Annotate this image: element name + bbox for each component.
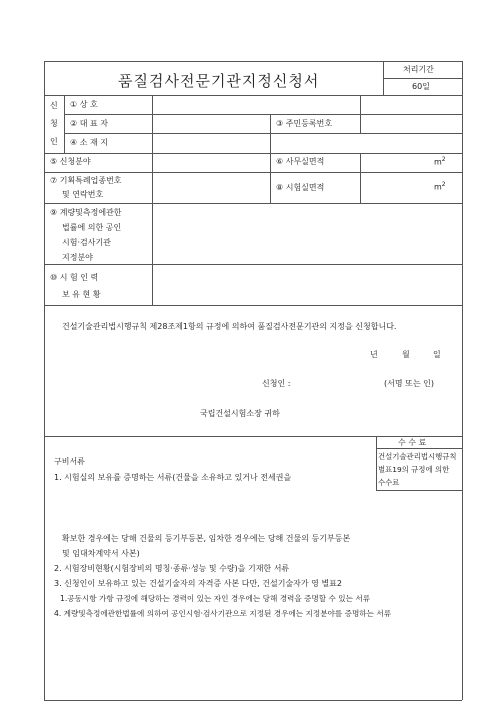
business-number-label-2: 및 연락번호: [62, 190, 104, 199]
applicant-group-label-3: 인: [50, 137, 58, 146]
designated-field-label-2: 법률에 의한 공인: [62, 223, 122, 232]
documents-header: 구비서류: [54, 457, 85, 466]
designated-field-label-3: 시험·검사기관: [62, 238, 111, 247]
address-label: ④ 소 재 지: [70, 138, 108, 147]
date-day: 일: [433, 350, 441, 359]
trade-name-field[interactable]: [153, 96, 359, 113]
representative-field[interactable]: [153, 115, 269, 132]
resident-number-field[interactable]: [361, 115, 461, 132]
designated-field-label-1: ⑨ 계량및측정에관한: [50, 208, 122, 217]
staff-label-1: ⑩ 시 험 인 력: [50, 273, 99, 282]
document-item-3: 3. 신청인이 보유하고 있는 건설기술자의 자격증 사본 다만, 건설기술자가 영 별표2: [54, 579, 342, 588]
staff-input[interactable]: [153, 265, 461, 304]
trade-name-label: ① 상 호: [70, 100, 98, 109]
application-field-input[interactable]: [153, 154, 269, 171]
document-item-4: 4. 계량및측정에관한법률에 의하여 공인시험·검사기관으로 지정된 경우에는 지정분야를 증명하는 서류: [54, 609, 392, 618]
fee-header: 수 수 료: [398, 438, 427, 447]
fee-line-1: 건설기술관리법시행규칙: [378, 452, 457, 461]
processing-period-label: 처리기간: [403, 65, 434, 74]
lab-area-label: ⑧ 시험실면적: [276, 183, 325, 192]
date-month: 월: [402, 350, 410, 359]
document-item-2: 2. 시험장비현황(시험장비의 명칭·종류·성능 및 수량)을 기재한 서류: [54, 564, 290, 573]
processing-period-value: 60일: [412, 82, 430, 91]
applicant-group-label-2: 청: [50, 119, 58, 128]
business-number-label-1: ⑦ 기획특례업종번호: [50, 176, 122, 185]
resident-number-label: ③ 주민등록번호: [276, 119, 333, 128]
fee-line-3: 수수료: [378, 478, 400, 487]
fee-line-2: 별표19의 규정에 의한: [378, 465, 450, 474]
applicant-name-field[interactable]: [300, 376, 378, 390]
document-item-3-cont: 1.공동시항 가항 규정에 해당하는 경력이 있는 자인 경우에는 당해 경력을 증명할 수 있는 서류: [60, 594, 371, 603]
document-item-1-cont-1: 확보한 경우에는 당해 건물의 등기부등본, 임차한 경우에는 당해 건물의 등기부등본: [62, 534, 351, 543]
designated-field-input[interactable]: [153, 204, 461, 263]
applicant-signature-label: 신청인 :: [262, 379, 291, 388]
designated-field-label-4: 지정분야: [62, 253, 93, 262]
representative-label: ② 대 표 자: [70, 119, 108, 128]
document-item-1: 1. 시험실의 보유를 증명하는 서류(건물을 소유하고 있거나 전세권을: [54, 473, 292, 482]
addressee: 국립건설시험소장 귀하: [200, 409, 280, 418]
signature-note: (서명 또는 인): [384, 379, 434, 388]
lab-area-unit: $m^2$: [434, 181, 446, 192]
form-title: 품질검사전문기관지정신청서: [118, 72, 320, 90]
application-field-label: ⑤ 신청분야: [50, 157, 91, 166]
office-area-unit: $m^2$: [434, 156, 446, 167]
applicant-group-label-1: 신: [50, 101, 58, 110]
business-number-input[interactable]: [153, 173, 269, 202]
office-area-label: ⑥ 사무실면적: [276, 157, 325, 166]
staff-label-2: 보 유 현 황: [62, 290, 101, 299]
address-field[interactable]: [153, 134, 461, 152]
declaration-text: 건설기술관리법시행규칙 제28조제1항의 규정에 의하여 품질검사전문기관의 지정을 신청합니다.: [62, 322, 397, 331]
date-year: 년: [370, 350, 378, 359]
document-item-1-cont-2: 및 임대차계약서 사본): [62, 549, 140, 558]
